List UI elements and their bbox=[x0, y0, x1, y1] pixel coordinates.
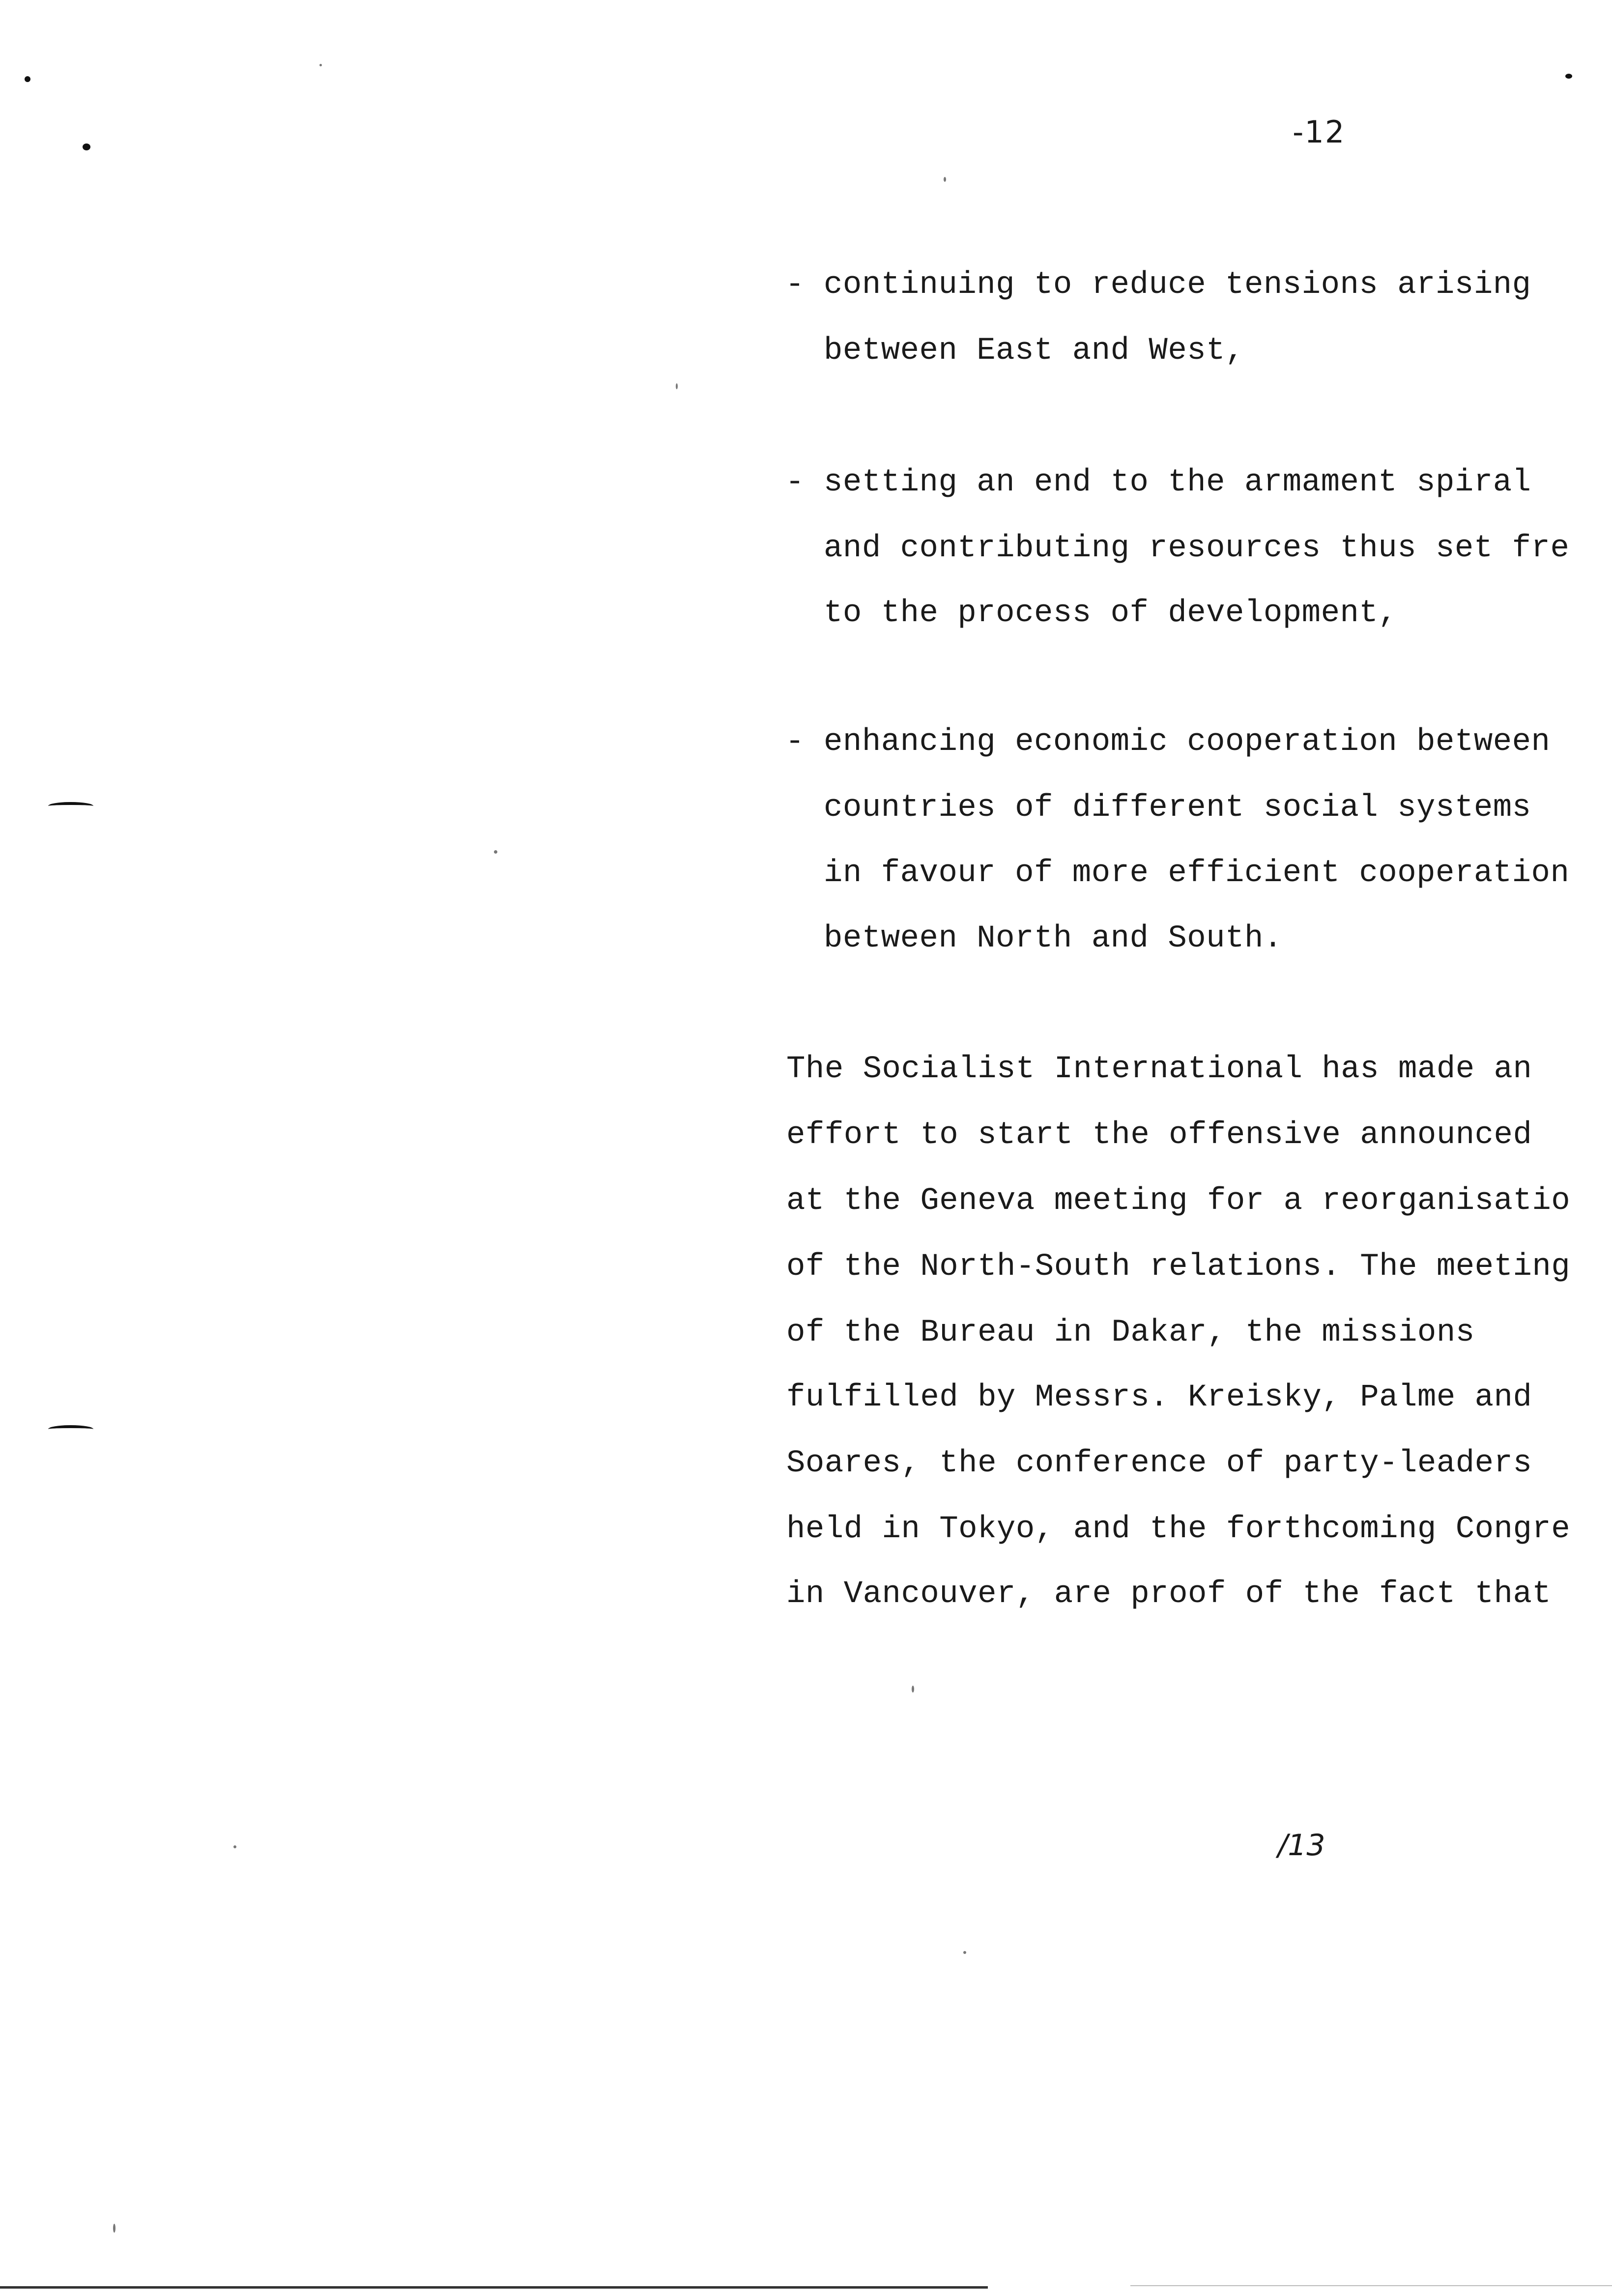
paragraph-line: in Vancouver, are proof of the fact that bbox=[786, 1577, 1552, 1612]
paragraph-line: held in Tokyo, and the forthcoming Congre bbox=[786, 1512, 1571, 1547]
bullet-dash: - bbox=[785, 465, 805, 500]
bullet-dash: - bbox=[785, 724, 805, 760]
bullet-line: enhancing economic cooperation between bbox=[824, 724, 1551, 760]
bullet-line: continuing to reduce tensions arising bbox=[824, 267, 1531, 303]
paragraph-line: The Socialist International has made an bbox=[786, 1052, 1532, 1087]
bullet-dash: - bbox=[785, 267, 805, 303]
punch-hole-mark bbox=[1565, 74, 1572, 79]
scan-speck bbox=[944, 177, 946, 182]
bullet-line: between North and South. bbox=[824, 921, 1283, 956]
punch-hole-mark bbox=[83, 144, 90, 150]
page-number: -12 bbox=[1293, 114, 1346, 150]
paragraph-line: Soares, the conference of party-leaders bbox=[786, 1446, 1532, 1481]
bullet-line: countries of different social systems bbox=[824, 790, 1531, 826]
bullet-line: in favour of more efficient cooperation bbox=[824, 856, 1570, 891]
paragraph-line: of the Bureau in Dakar, the missions bbox=[786, 1315, 1475, 1350]
paragraph-line: effort to start the offensive announced bbox=[786, 1118, 1532, 1153]
punch-hole-mark bbox=[25, 76, 30, 82]
scan-speck bbox=[912, 1686, 914, 1693]
paragraph-line: of the North-South relations. The meeting bbox=[786, 1249, 1571, 1285]
scan-speck bbox=[233, 1845, 236, 1848]
bottom-edge-line bbox=[0, 2286, 988, 2289]
margin-stroke bbox=[48, 802, 93, 810]
bullet-line: and contributing resources thus set fre bbox=[824, 531, 1570, 566]
scan-speck bbox=[113, 2224, 115, 2233]
bullet-line: between East and West, bbox=[824, 333, 1244, 369]
continuation-page-marker: /13 bbox=[1278, 1828, 1325, 1863]
scan-speck bbox=[494, 850, 497, 854]
paragraph-line: fulfilled by Messrs. Kreisky, Palme and bbox=[786, 1380, 1532, 1415]
paragraph-line: at the Geneva meeting for a reorganisatio bbox=[786, 1183, 1571, 1219]
scan-speck bbox=[676, 383, 678, 389]
scan-speck bbox=[319, 64, 322, 66]
bullet-line: setting an end to the armament spiral bbox=[824, 465, 1531, 500]
scan-speck bbox=[963, 1951, 966, 1954]
margin-stroke bbox=[48, 1425, 93, 1433]
bullet-line: to the process of development, bbox=[824, 596, 1398, 631]
bottom-edge-line bbox=[1130, 2285, 1612, 2286]
